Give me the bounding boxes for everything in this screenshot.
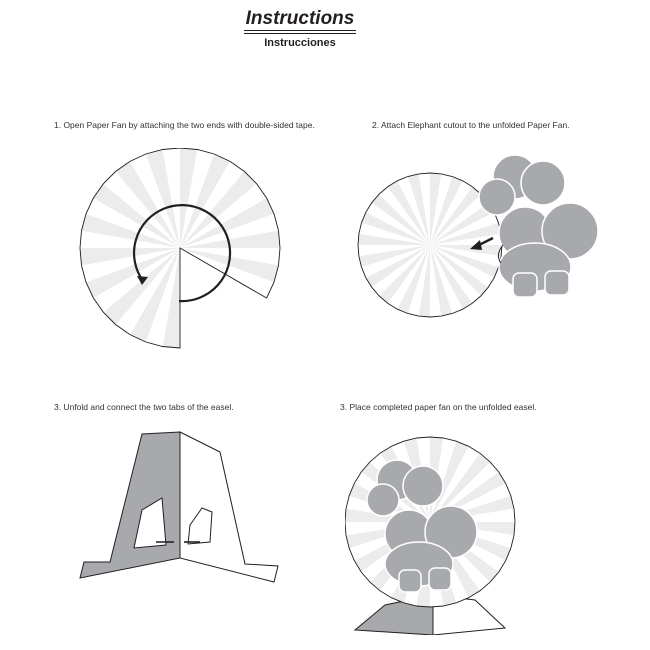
step-1-text: 1. Open Paper Fan by attaching the two ends with double-sided tape. — [54, 120, 315, 130]
step-4-illustration — [345, 430, 520, 635]
title-underline — [244, 33, 356, 34]
easel-left-panel — [80, 432, 180, 578]
fan-with-elephant-diagram — [355, 150, 605, 340]
step-4-text: 3. Place completed paper fan on the unfolded easel. — [340, 402, 537, 412]
balloon — [479, 179, 515, 215]
fan-body — [80, 148, 280, 348]
elephant-foot — [545, 271, 569, 295]
easel-right-panel — [180, 432, 278, 582]
title-underline — [244, 30, 356, 31]
balloon — [367, 484, 399, 516]
step-3-illustration — [70, 430, 290, 595]
elephant-foot — [399, 570, 421, 592]
step-3-text: 3. Unfold and connect the two tabs of the easel. — [54, 402, 234, 412]
step-1-illustration — [75, 148, 285, 358]
completed-fan-on-easel-diagram — [345, 430, 520, 635]
instructions-title: Instructions — [245, 8, 355, 29]
elephant-foot — [429, 568, 451, 590]
step-2-illustration — [355, 150, 605, 340]
paper-fan-open-diagram — [75, 148, 285, 358]
balloon — [403, 466, 443, 506]
easel-diagram — [70, 430, 290, 595]
step-2-text: 2. Attach Elephant cutout to the unfolded Paper Fan. — [372, 120, 570, 130]
elephant-foot — [513, 273, 537, 297]
balloon — [521, 161, 565, 205]
instructions-subtitle: Instrucciones — [264, 37, 336, 49]
